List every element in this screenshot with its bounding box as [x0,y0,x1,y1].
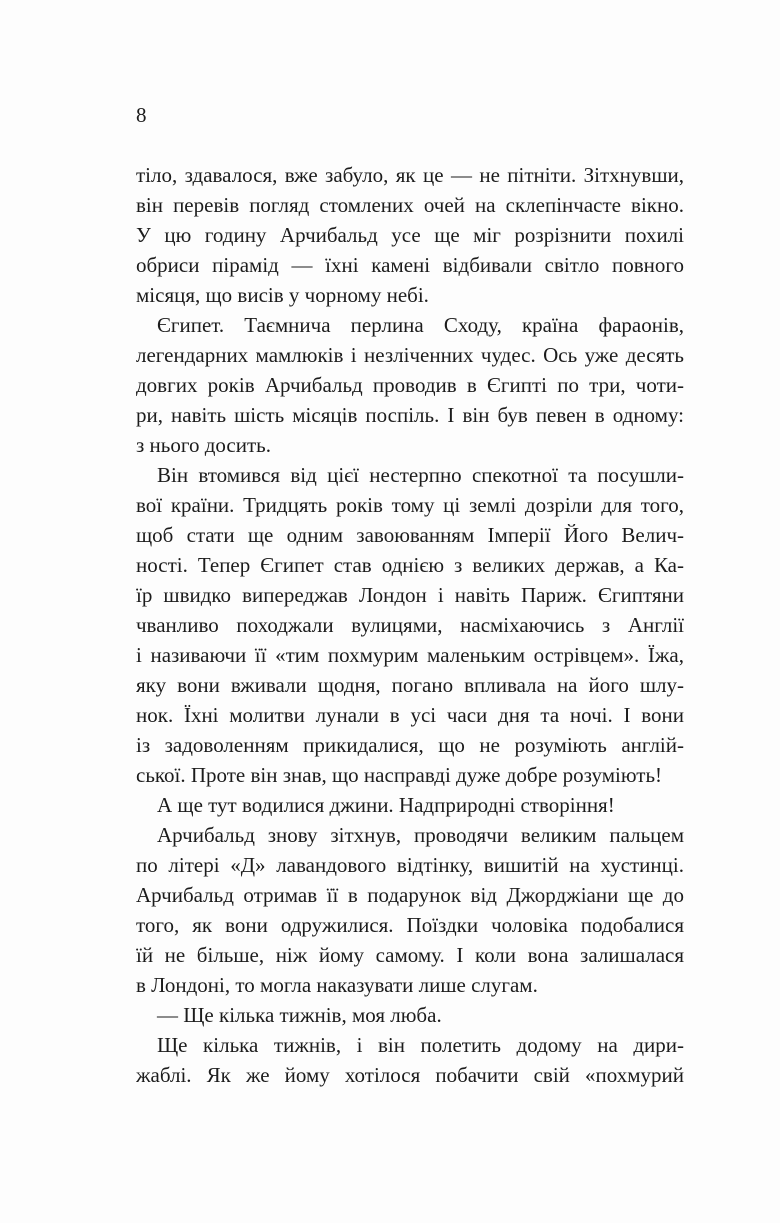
page-number: 8 [136,103,147,127]
text-line: вої країни. Тридцять років тому ці землі дозріли для того, [136,493,684,517]
text-line: Ще кілька тижнів, і він полетить додому на дири- [157,1033,684,1057]
text-line: — Ще кілька тижнів, моя люба. [157,1003,442,1027]
text-line: їр швидко випереджав Лондон і навіть Париж. Єгиптяни [136,583,684,607]
paragraph [136,1000,684,1030]
text-line: щоб стати ще одним завоюванням Імперії Його Велич- [136,523,684,547]
text-line: жаблі. Як же йому хотілося побачити свій «похмурий [136,1063,684,1087]
paragraph [136,790,684,820]
text-line: чванливо походжали вулицями, насміхаючись з Англії [136,613,684,637]
text-line: ності. Тепер Єгипет став однією з великих держав, а Ка- [136,553,684,577]
paragraph [136,310,684,460]
text-line: легендарних мамлюків і незліченних чудес. Ось уже десять [136,343,684,367]
paragraph [136,1030,684,1090]
text-line: яку вони вживали щодня, погано впливала на його шлу- [136,673,684,697]
paragraph [136,460,684,790]
text-line: з нього досить. [136,433,271,457]
text-line: Він втомився від цієї нестерпно спекотної та посушли- [157,463,684,487]
page-text [136,160,684,1090]
text-line: Єгипет. Таємнича перлина Сходу, країна фараонів, [157,313,684,337]
text-line: Арчибальд отримав її в подарунок від Джорджіани ще до [136,883,684,907]
text-line: місяця, що висів у чорному небі. [136,283,429,307]
text-line: А ще тут водилися джини. Надприродні створіння! [157,793,615,817]
text-line: Арчибальд знову зітхнув, проводячи великим пальцем [157,823,684,847]
text-line: їй не більше, ніж йому самому. І коли вона залишалася [136,943,684,967]
text-line: довгих років Арчибальд проводив в Єгипті по три, чоти- [136,373,684,397]
paragraph [136,820,684,1000]
text-line: У цю годину Арчибальд усе ще міг розрізнити похилі [136,223,684,247]
text-line: і називаючи її «тим похмурим маленьким острівцем». Їжа, [136,643,684,667]
text-line: тіло, здавалося, вже забуло, як це — не пітніти. Зітхнувши, [136,163,684,187]
text-line: він перевів погляд стомлених очей на склепінчасте вікно. [136,193,684,217]
text-line: того, як вони одружилися. Поїздки чоловіка подобалися [136,913,684,937]
text-line: обриси пірамід — їхні камені відбивали світло повного [136,253,684,277]
text-line: із задоволенням прикидалися, що не розуміють англій- [136,733,684,757]
text-line: ри, навіть шість місяців поспіль. І він був певен в одному: [136,403,684,427]
text-line: в Лондоні, то могла наказувати лише слугам. [136,973,538,997]
text-line: по літері «Д» лавандового відтінку, вишитій на хустинці. [136,853,684,877]
text-line: ської. Проте він знав, що насправді дуже добре розуміють! [136,763,663,787]
paragraph [136,160,684,310]
text-line: нок. Їхні молитви лунали в усі часи дня та ночі. І вони [136,703,684,727]
